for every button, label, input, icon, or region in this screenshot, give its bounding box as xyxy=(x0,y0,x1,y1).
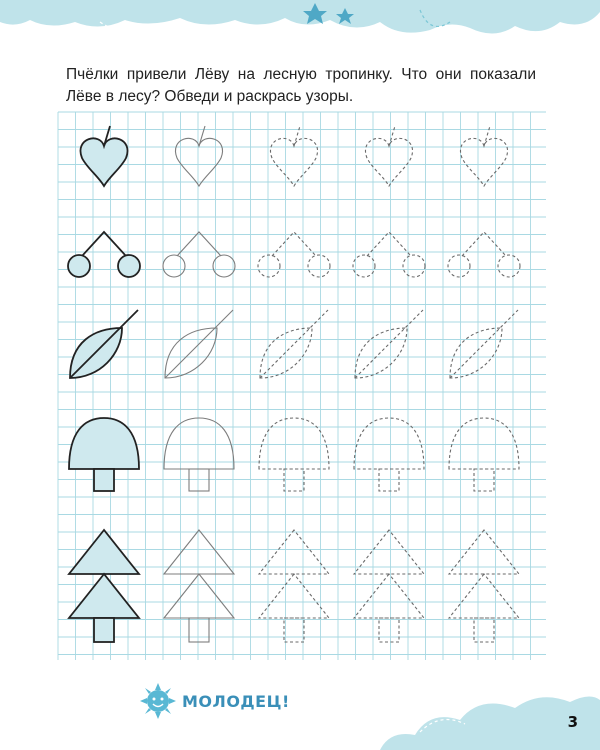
heart-with-stem-figure xyxy=(80,126,127,186)
leaf-with-stem-figure xyxy=(165,310,233,378)
page-number: 3 xyxy=(567,713,578,731)
mushroom-figure xyxy=(449,418,519,491)
leaf-with-stem-figure xyxy=(260,310,328,378)
fir-tree-figure xyxy=(449,530,519,642)
cherries-figure xyxy=(353,232,425,277)
mushroom-figure xyxy=(69,418,139,491)
heart-with-stem-figure xyxy=(365,126,412,186)
fir-tree-figure xyxy=(164,530,234,642)
cherries-figure xyxy=(163,232,235,277)
sun-smiley-icon xyxy=(140,683,176,719)
cherries-figure xyxy=(258,232,330,277)
cherries-figure xyxy=(68,232,140,277)
praise-text: МОЛОДЕЦ! xyxy=(182,691,290,711)
fir-tree-figure xyxy=(354,530,424,642)
heart-with-stem-figure xyxy=(270,126,317,186)
leaf-with-stem-figure xyxy=(355,310,423,378)
mushroom-figure xyxy=(259,418,329,491)
fir-tree-figure xyxy=(259,530,329,642)
cherries-figure xyxy=(448,232,520,277)
task-instruction: Пчёлки привели Лёву на лесную тропинку. Что они показали Лёве в лесу? Обведи и раскрась узоры. xyxy=(66,66,536,105)
tracing-figures xyxy=(68,126,520,642)
praise-badge xyxy=(140,683,290,719)
mushroom-figure xyxy=(354,418,424,491)
mushroom-figure xyxy=(164,418,234,491)
graph-paper-grid xyxy=(58,112,546,660)
heart-with-stem-figure xyxy=(460,126,507,186)
fir-tree-figure xyxy=(69,530,139,642)
